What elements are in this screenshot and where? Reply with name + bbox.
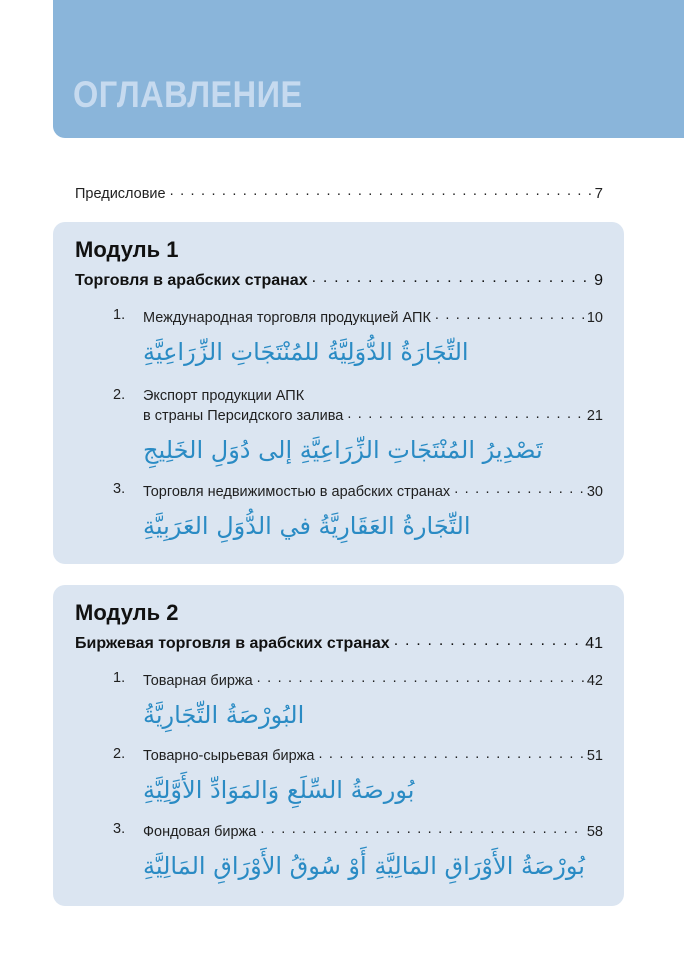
- module-1-box: [53, 222, 624, 564]
- lesson-number: 1.: [113, 307, 126, 323]
- page-number: 9: [594, 272, 603, 289]
- toc-entry-lesson[interactable]: [113, 670, 603, 732]
- module-2-box: [53, 585, 624, 906]
- page-number: 21: [586, 408, 603, 424]
- page-number: 10: [586, 309, 603, 326]
- dot-leader: [170, 183, 593, 198]
- dot-leader: [454, 481, 585, 496]
- dot-leader: [318, 746, 584, 761]
- entry-label: Фондовая биржа: [143, 823, 257, 840]
- lesson-number: 3.: [113, 821, 126, 837]
- entry-label: Торговля недвижимостью в арабских странах: [143, 483, 451, 500]
- dot-leader: [312, 269, 593, 285]
- entry-label: Торговля в арабских странах: [75, 272, 308, 289]
- page-number: 7: [594, 184, 603, 202]
- toc-entry-module-1[interactable]: [75, 269, 603, 290]
- entry-label: Международная торговля продукцией АПК: [143, 309, 431, 326]
- dot-leader: [260, 821, 585, 836]
- dot-leader: [435, 307, 585, 322]
- entry-label: Биржевая торговля в арабских странах: [75, 635, 390, 652]
- toc-entry-lesson[interactable]: [113, 307, 603, 369]
- entry-label: Товарно-сырьевая биржа: [143, 748, 315, 764]
- page-number: 42: [586, 672, 603, 689]
- dot-leader: [394, 632, 584, 648]
- entry-label-line: Экспорт продукции АПК: [143, 387, 305, 404]
- arabic-title: بُورْصَةُ الأَوْرَاقِ المَالِيَّةِ أَوْ سُوقُ الأَوْرَاقِ المَالِيَّةِ: [143, 851, 585, 880]
- lesson-number: 2.: [113, 745, 126, 762]
- page-title: ОГЛАВЛЕНИЕ: [73, 74, 303, 115]
- page-number: 41: [585, 635, 603, 652]
- page-number: 30: [586, 483, 603, 500]
- arabic-title: التِّجَارةُ العَقَارِيَّةُ في الدُّوَلِ العَرَبِيَّةِ: [143, 511, 471, 540]
- toc-entry-lesson[interactable]: [113, 387, 603, 468]
- module-title: Модуль 1: [75, 237, 179, 262]
- toc-entry-lesson[interactable]: [113, 481, 603, 543]
- entry-label: Товарная биржа: [143, 672, 253, 689]
- arabic-title: التِّجَارَةُ الدُّوَلِيَّةُ للمُنْتَجَاتِ الزِّرَاعِيَّةِ: [143, 337, 469, 366]
- lesson-number: 3.: [113, 481, 126, 497]
- arabic-title: بُورصَةُ السِّلَعِ وَالمَوَادِّ الأَوَّلِيَّةِ: [143, 776, 415, 804]
- toc-entry-lesson[interactable]: [113, 746, 603, 808]
- header-band: [53, 0, 684, 138]
- toc-entry-preface[interactable]: [75, 183, 603, 202]
- entry-label: в страны Персидского залива: [143, 408, 344, 424]
- lesson-number: 2.: [113, 386, 126, 403]
- module-title: Модуль 2: [75, 600, 179, 625]
- entry-label: Предисловие: [75, 185, 166, 202]
- page-number: 58: [586, 823, 603, 840]
- arabic-title: تَصْدِيرُ المُنْتَجَاتِ الزِّرَاعِيَّةِ إلى دُوَلِ الخَلِيجِ: [143, 436, 543, 464]
- lesson-number: 1.: [113, 670, 126, 686]
- toc-entry-module-2[interactable]: [75, 632, 603, 653]
- arabic-title: البُورْصَةُ التِّجَارِيَّةُ: [143, 700, 305, 729]
- dot-leader: [347, 406, 585, 421]
- dot-leader: [257, 670, 585, 685]
- page-number: 51: [586, 748, 603, 764]
- toc-entry-lesson[interactable]: [113, 821, 603, 883]
